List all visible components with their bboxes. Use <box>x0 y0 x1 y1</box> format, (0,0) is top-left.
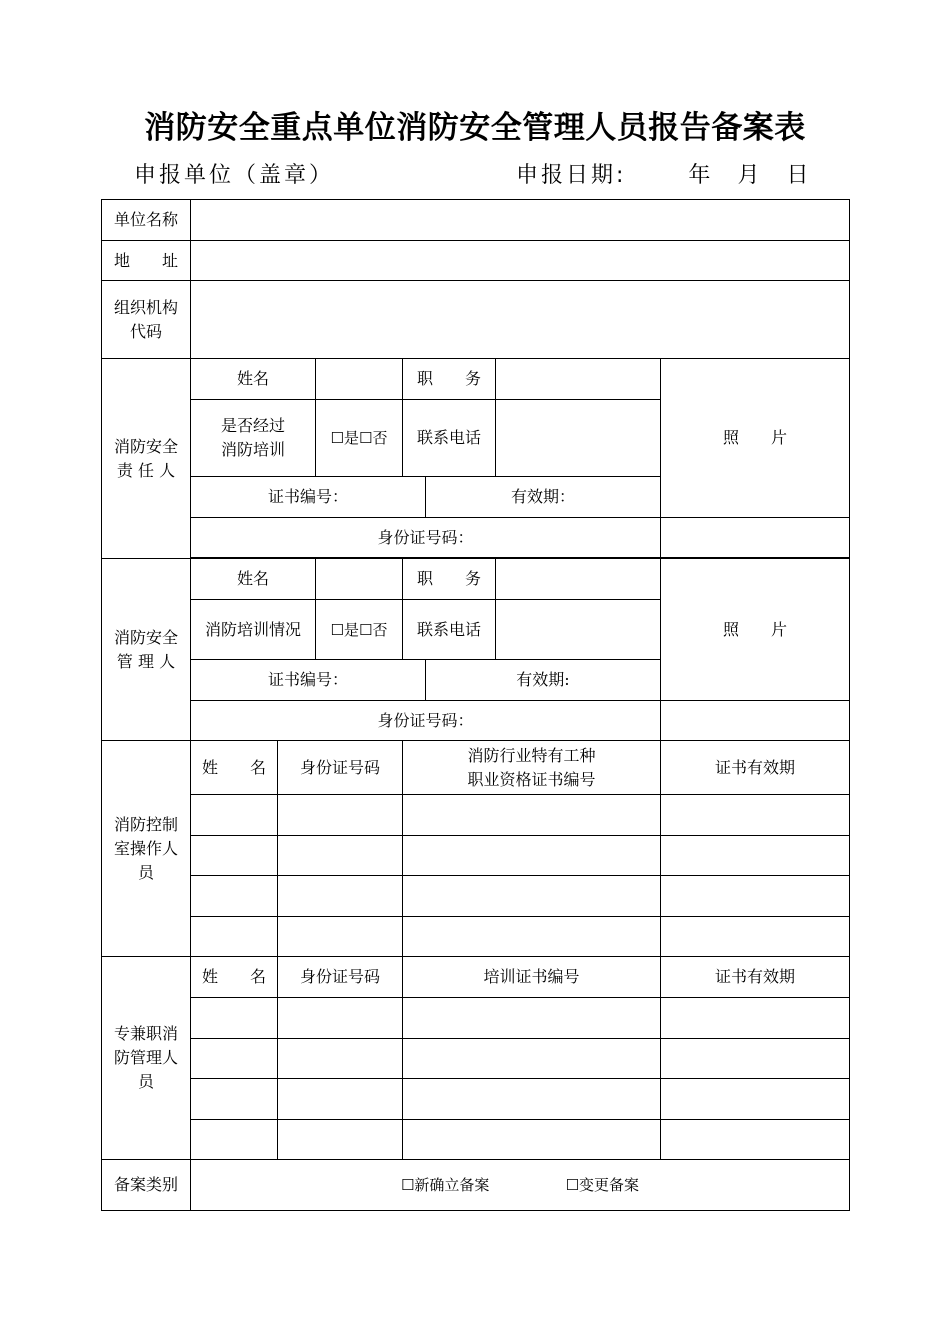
responsible-photo-box: 照 片 <box>661 359 850 518</box>
control-room-valid-cell[interactable] <box>661 917 850 957</box>
control-room-id-cell[interactable] <box>278 876 403 917</box>
control-room-col-cert-line1: 消防行业特有工种 <box>467 745 596 765</box>
table-row <box>102 998 850 1039</box>
parttime-col-name: 姓 名 <box>191 957 278 998</box>
manager-training-label: 消防培训情况 <box>191 600 316 660</box>
applicant-unit-label: 申报单位（盖章） <box>134 163 335 188</box>
control-room-name-cell[interactable] <box>191 876 278 917</box>
manager-phone-label: 联系电话 <box>403 600 496 660</box>
unit-name-label: 单位名称 <box>102 200 191 241</box>
parttime-id-cell[interactable] <box>278 1120 403 1160</box>
parttime-id-cell[interactable] <box>278 1079 403 1120</box>
control-room-cert-cell[interactable] <box>403 876 661 917</box>
control-room-name-cell[interactable] <box>191 917 278 957</box>
control-room-name-cell[interactable] <box>191 795 278 836</box>
parttime-valid-cell[interactable] <box>661 1079 850 1120</box>
control-room-cert-cell[interactable] <box>403 795 661 836</box>
parttime-name-cell[interactable] <box>191 1120 278 1160</box>
parttime-section-line1: 专兼职消 <box>113 1024 178 1043</box>
manager-name-field[interactable] <box>316 559 403 600</box>
responsible-section-line2: 责 任 人 <box>116 460 176 480</box>
responsible-name-field[interactable] <box>316 359 403 400</box>
parttime-name-cell[interactable] <box>191 1039 278 1079</box>
control-room-col-name: 姓 名 <box>191 741 278 795</box>
responsible-phone-field[interactable] <box>496 400 661 477</box>
parttime-col-valid: 证书有效期 <box>661 957 850 998</box>
responsible-position-field[interactable] <box>496 359 661 400</box>
parttime-cert-cell[interactable] <box>403 998 661 1039</box>
org-code-label-line2: 代码 <box>129 321 162 341</box>
org-code-label-line1: 组织机构 <box>113 297 178 317</box>
filing-type-row <box>102 1160 850 1211</box>
form-title: 消防安全重点单位消防安全管理人员报告备案表 <box>144 110 806 146</box>
parttime-cert-cell[interactable] <box>403 1039 661 1079</box>
parttime-id-cell[interactable] <box>278 1039 403 1079</box>
control-room-cert-cell[interactable] <box>403 836 661 876</box>
control-room-valid-cell[interactable] <box>661 836 850 876</box>
control-room-valid-cell[interactable] <box>661 876 850 917</box>
responsible-trained-checkbox[interactable]: ☐是☐否 <box>316 400 403 477</box>
manager-phone-field[interactable] <box>496 600 661 660</box>
parttime-valid-cell[interactable] <box>661 1039 850 1079</box>
control-room-section-label <box>102 741 191 957</box>
table-row <box>102 1120 850 1160</box>
application-date <box>516 158 811 189</box>
date-month: 月 <box>737 163 763 188</box>
parttime-section-line3: 员 <box>137 1072 154 1091</box>
manager-cert-valid[interactable]: 有效期: <box>426 660 661 701</box>
row-address <box>102 241 850 281</box>
responsible-trained-line2: 消防培训 <box>220 440 285 459</box>
responsible-id-number[interactable]: 身份证号码： <box>191 518 661 558</box>
control-room-id-cell[interactable] <box>278 917 403 957</box>
parttime-col-id: 身份证号码 <box>278 957 403 998</box>
table-row <box>102 836 850 876</box>
manager-position-label: 职 务 <box>403 559 496 600</box>
row-unit-name <box>102 200 850 241</box>
manager-section-label <box>102 559 191 741</box>
control-room-header-row <box>102 741 850 795</box>
manager-photo-box: 照 片 <box>661 559 850 701</box>
control-room-valid-cell[interactable] <box>661 795 850 836</box>
responsible-name-label: 姓名 <box>191 359 316 400</box>
manager-position-field[interactable] <box>496 559 661 600</box>
responsible-phone-label: 联系电话 <box>403 400 496 477</box>
address-field[interactable] <box>191 241 850 281</box>
manager-id-extra <box>661 701 850 741</box>
table-row <box>102 876 850 917</box>
filing-new-checkbox[interactable]: ☐新确立备案 <box>400 1176 490 1194</box>
responsible-row-name <box>102 359 850 400</box>
manager-name-label: 姓名 <box>191 559 316 600</box>
org-code-field[interactable] <box>191 281 850 359</box>
manager-row-id <box>102 701 850 741</box>
filing-change-checkbox[interactable]: ☐变更备案 <box>565 1176 640 1194</box>
parttime-cert-cell[interactable] <box>403 1120 661 1160</box>
filing-form-table <box>101 199 850 1211</box>
control-room-col-cert <box>403 741 661 795</box>
responsible-trained-label <box>191 400 316 477</box>
control-room-cert-cell[interactable] <box>403 917 661 957</box>
address-label: 地 址 <box>102 241 191 281</box>
responsible-section-label <box>102 359 191 559</box>
parttime-section-label <box>102 957 191 1160</box>
filing-type-options <box>191 1160 850 1211</box>
manager-cert-number[interactable]: 证书编号： <box>191 660 426 701</box>
parttime-name-cell[interactable] <box>191 1079 278 1120</box>
org-code-label <box>102 281 191 359</box>
unit-name-field[interactable] <box>191 200 850 241</box>
control-room-col-cert-line2: 职业资格证书编号 <box>467 769 596 789</box>
control-room-name-cell[interactable] <box>191 836 278 876</box>
control-room-col-id: 身份证号码 <box>278 741 403 795</box>
responsible-id-extra <box>661 518 850 558</box>
manager-section-line2: 管 理 人 <box>116 651 176 671</box>
responsible-cert-valid[interactable]: 有效期： <box>426 477 661 518</box>
control-room-id-cell[interactable] <box>278 836 403 876</box>
control-room-section-line1: 消防控制 <box>113 814 178 834</box>
responsible-row-id <box>102 518 850 558</box>
parttime-valid-cell[interactable] <box>661 1120 850 1160</box>
filing-type-label: 备案类别 <box>102 1160 191 1211</box>
table-row <box>102 1079 850 1120</box>
table-row <box>102 795 850 836</box>
manager-section-line1: 消防安全 <box>113 627 178 647</box>
control-room-section-line2: 室操作人 <box>113 838 178 858</box>
responsible-cert-number[interactable]: 证书编号： <box>191 477 426 518</box>
date-label: 申报日期: <box>516 163 627 188</box>
control-room-col-valid: 证书有效期 <box>661 741 850 795</box>
control-room-id-cell[interactable] <box>278 795 403 836</box>
parttime-section-line2: 防管理人 <box>113 1048 178 1067</box>
table-row <box>102 1039 850 1079</box>
control-room-section-line3: 员 <box>137 862 154 882</box>
responsible-position-label: 职 务 <box>403 359 496 400</box>
parttime-header-row <box>102 957 850 998</box>
responsible-section-line1: 消防安全 <box>113 436 178 456</box>
parttime-col-cert: 培训证书编号 <box>403 957 661 998</box>
date-year: 年 <box>688 163 714 188</box>
date-day: 日 <box>786 163 812 188</box>
parttime-cert-cell[interactable] <box>403 1079 661 1120</box>
parttime-valid-cell[interactable] <box>661 998 850 1039</box>
manager-training-checkbox[interactable]: ☐是☐否 <box>316 600 403 660</box>
parttime-name-cell[interactable] <box>191 998 278 1039</box>
parttime-id-cell[interactable] <box>278 998 403 1039</box>
manager-row-name <box>102 559 850 600</box>
responsible-trained-line1: 是否经过 <box>220 416 285 435</box>
manager-id-number[interactable]: 身份证号码： <box>191 701 661 741</box>
table-row <box>102 917 850 957</box>
row-org-code <box>102 281 850 359</box>
